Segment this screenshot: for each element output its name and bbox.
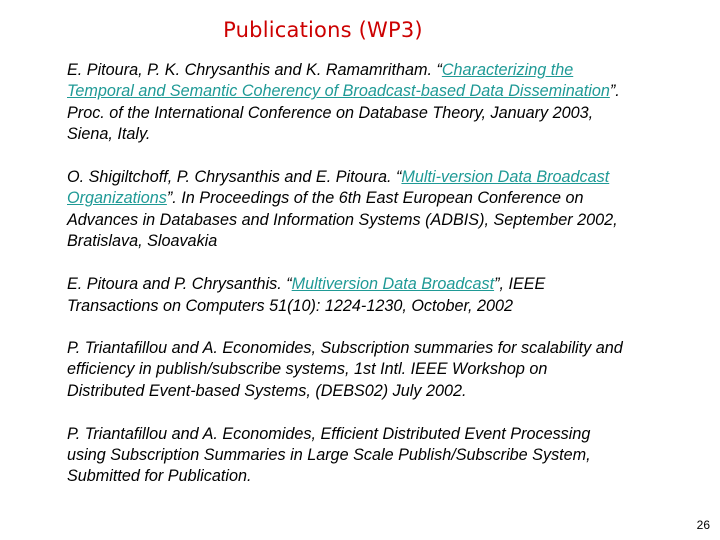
publication-venue: ”, IEEE Transactions on Computers 51(10): 1224-1230, October, 2002 — [67, 275, 546, 315]
publication-text: P. Triantafillou and A. Economides, Subscription summaries for scalability and efficiency in publish/subscribe systems, 1st Intl. IEEE Workshop on Distributed Event-based Systems, (DEBS02) July 2002. — [67, 338, 623, 400]
slide-title: Publications (WP3) — [223, 18, 423, 42]
publication-item — [67, 424, 627, 488]
publication-venue: ”. Proc. of the International Conference on Database Theory, January 2003, Siena, Italy. — [67, 82, 620, 143]
publication-venue: ”. In Proceedings of the 6th East European Conference on Advances in Databases and Information Systems (ADBIS), September 2002, Bratislava, Sloavakia — [67, 189, 618, 251]
publication-title-link[interactable]: Multiversion Data Broadcast — [291, 275, 495, 294]
publication-authors-prefix: E. Pitoura and P. Chrysanthis. “ — [67, 275, 292, 294]
publication-title-link[interactable]: Multi-version Data Broadcast Organizations — [67, 168, 610, 208]
publication-authors-prefix: O. Shigiltchoff, P. Chrysanthis and E. Pitoura. “ — [67, 168, 402, 187]
page-number: 26 — [696, 518, 710, 532]
publication-item — [67, 167, 627, 252]
publication-authors-prefix: E. Pitoura, P. K. Chrysanthis and K. Ramamritham. “ — [67, 61, 442, 79]
publication-list — [67, 60, 627, 510]
publication-text: P. Triantafillou and A. Economides, Efficient Distributed Event Processing using Subscription Summaries in Large Scale Publish/Subscribe System, Submitted for Publication. — [67, 424, 591, 486]
publication-item — [67, 60, 627, 145]
publication-item — [67, 274, 627, 317]
publication-item — [67, 338, 627, 402]
publication-title-link[interactable]: Characterizing the Temporal and Semantic Coherency of Broadcast-based Data Dissemination — [67, 61, 610, 101]
